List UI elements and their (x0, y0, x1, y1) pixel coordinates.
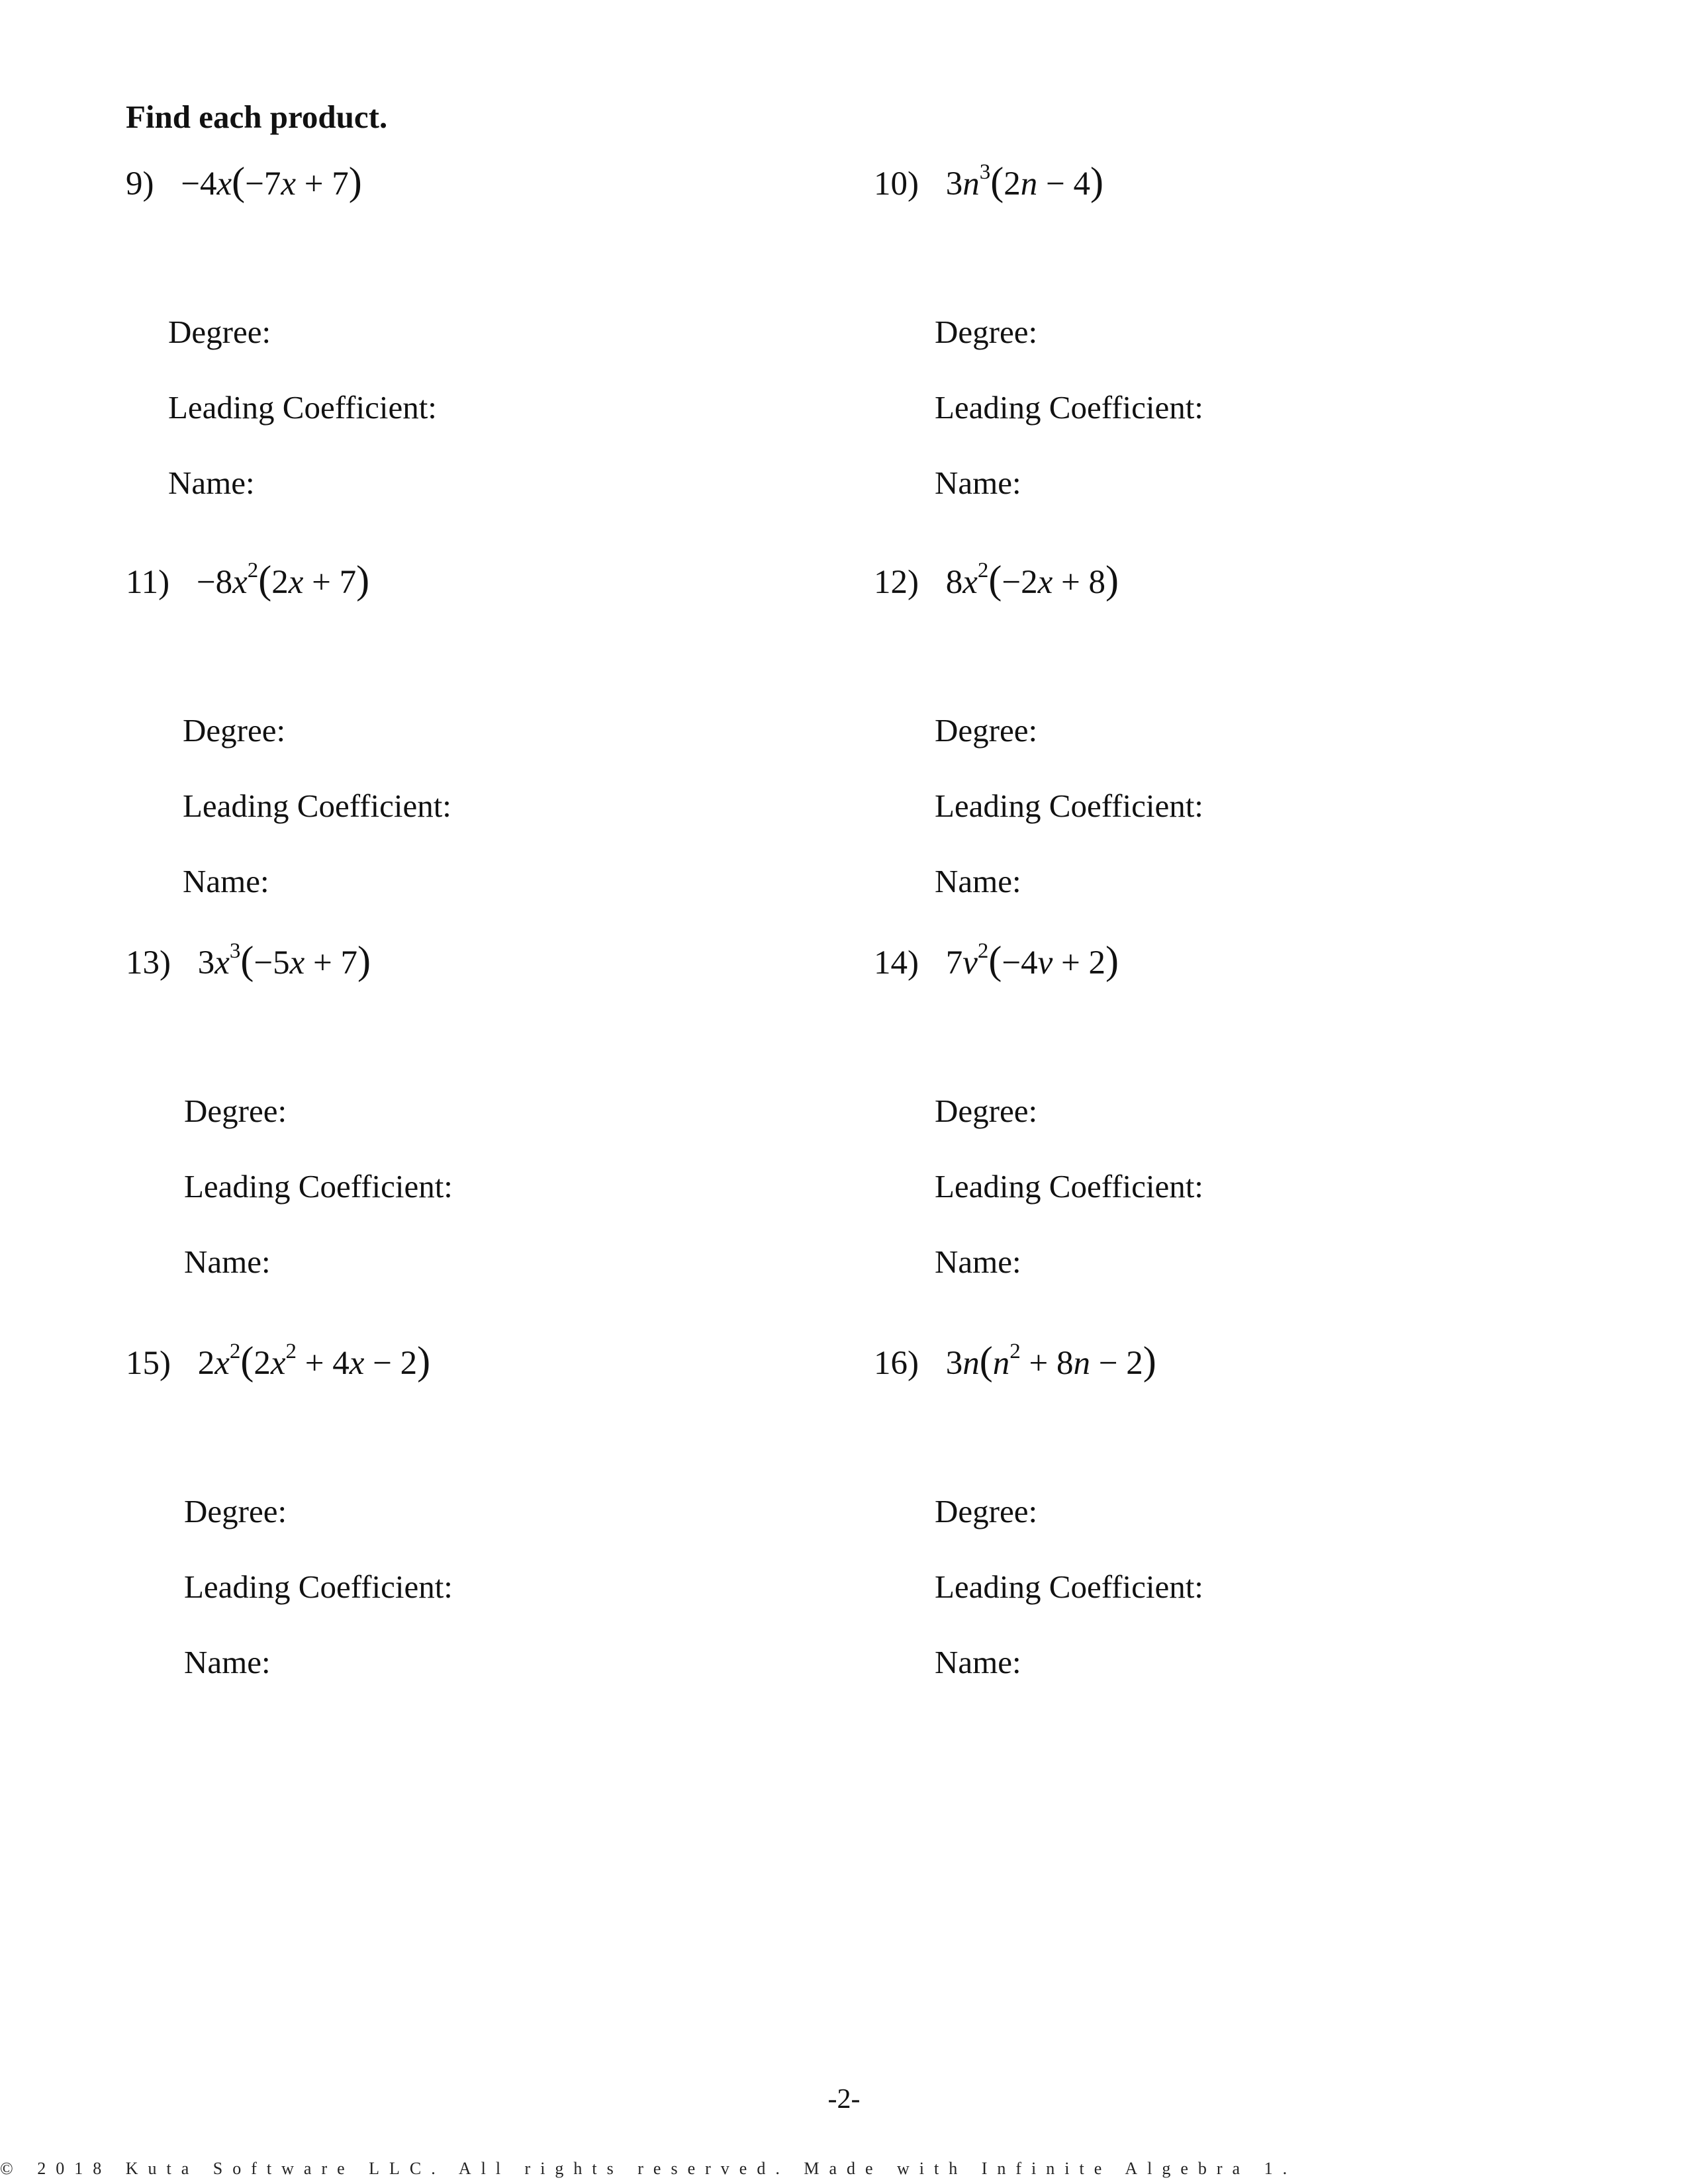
variable: x (214, 944, 230, 981)
term: −7 (245, 165, 281, 203)
exponent: 2 (1009, 1340, 1021, 1363)
leading-coefficient-label: Leading Coefficient: (168, 389, 437, 426)
variable: x (232, 564, 248, 601)
term: + 8 (1020, 1345, 1074, 1382)
term: 3 (197, 944, 215, 981)
problem-expression (945, 1339, 1156, 1383)
term: −8 (196, 564, 233, 601)
problem-expression (196, 558, 370, 602)
leading-coefficient-label: Leading Coefficient: (183, 788, 451, 824)
variable: v (962, 944, 978, 981)
degree-label: Degree: (935, 712, 1038, 749)
answer-labels (184, 1091, 453, 1318)
variable: n (1073, 1345, 1090, 1382)
answer-labels (935, 711, 1203, 937)
degree-label: Degree: (935, 1093, 1038, 1129)
problem-expression (945, 558, 1119, 602)
name-label: Name: (183, 863, 269, 899)
term: + 7 (303, 564, 357, 601)
term: + 4 (297, 1345, 350, 1382)
name-label: Name: (935, 863, 1021, 899)
leading-coefficient-label: Leading Coefficient: (935, 788, 1203, 824)
parenthesis: ) (1143, 1339, 1156, 1383)
term: 8 (945, 564, 963, 601)
parenthesis: ( (988, 938, 1002, 982)
copyright-footer: © 2018 Kuta Software LLC. All rights reserved. Made with Infinite Algebra 1. (0, 2159, 1297, 2178)
problem-11 (126, 558, 788, 933)
problem-12 (874, 558, 1536, 933)
parenthesis: ( (240, 1339, 254, 1383)
variable: n (1020, 165, 1038, 203)
problem-15 (126, 1339, 788, 1714)
variable: x (216, 165, 232, 203)
term: −5 (254, 944, 290, 981)
problem-expression (197, 1339, 431, 1383)
name-label: Name: (935, 465, 1021, 501)
parenthesis: ) (417, 1339, 431, 1383)
exponent: 3 (229, 939, 241, 963)
parenthesis: ) (1105, 558, 1119, 602)
degree-label: Degree: (183, 712, 286, 749)
problem-expression (945, 159, 1103, 204)
exponent: 2 (247, 559, 259, 582)
parenthesis: ( (979, 1339, 993, 1383)
term: 2 (271, 564, 289, 601)
problem-10 (874, 159, 1536, 535)
parenthesis: ( (240, 938, 254, 982)
problem-header (126, 1339, 431, 1383)
exponent: 2 (229, 1340, 241, 1363)
term: − 4 (1037, 165, 1090, 203)
term: − 2 (364, 1345, 418, 1382)
exponent: 2 (977, 939, 989, 963)
answer-labels (935, 1492, 1203, 1718)
variable: n (962, 165, 980, 203)
problem-header (874, 1339, 1156, 1383)
parenthesis: ) (348, 159, 362, 203)
degree-label: Degree: (168, 314, 271, 350)
name-label: Name: (184, 1244, 271, 1280)
variable: x (281, 165, 297, 203)
degree-label: Degree: (184, 1093, 287, 1129)
variable: x (1037, 564, 1053, 601)
variable: x (270, 1345, 286, 1382)
problem-number: 12) (874, 564, 919, 601)
variable: x (289, 944, 305, 981)
parenthesis: ) (1105, 938, 1119, 982)
term: −2 (1002, 564, 1038, 601)
name-label: Name: (168, 465, 255, 501)
variable: x (349, 1345, 365, 1382)
parenthesis: ) (356, 558, 370, 602)
term: 2 (197, 1345, 215, 1382)
leading-coefficient-label: Leading Coefficient: (935, 1569, 1203, 1605)
problem-header (126, 558, 370, 602)
term: 3 (945, 1345, 963, 1382)
problem-expression (181, 159, 362, 204)
term: 2 (1004, 165, 1021, 203)
problem-9 (126, 159, 788, 535)
exponent: 2 (977, 559, 989, 582)
term: + 8 (1053, 564, 1106, 601)
problem-expression (945, 938, 1119, 983)
exponent: 3 (979, 160, 991, 184)
variable: x (214, 1345, 230, 1382)
exponent: 2 (285, 1340, 297, 1363)
instructions-heading: Find each product. (126, 99, 388, 135)
problem-header (126, 938, 371, 983)
leading-coefficient-label: Leading Coefficient: (184, 1569, 453, 1605)
term: 7 (945, 944, 963, 981)
variable: n (992, 1345, 1010, 1382)
problem-header (874, 938, 1119, 983)
parenthesis: ( (988, 558, 1002, 602)
problem-number: 11) (126, 564, 170, 601)
variable: n (962, 1345, 980, 1382)
answer-labels (183, 711, 451, 937)
degree-label: Degree: (935, 314, 1038, 350)
term: + 7 (296, 165, 349, 203)
answer-labels (184, 1492, 453, 1718)
term: −4 (1002, 944, 1038, 981)
leading-coefficient-label: Leading Coefficient: (935, 1168, 1203, 1205)
parenthesis: ) (1090, 159, 1103, 203)
variable: v (1037, 944, 1053, 981)
parenthesis: ( (990, 159, 1004, 203)
term: 3 (945, 165, 963, 203)
problem-13 (126, 938, 788, 1314)
page-number: -2- (827, 2084, 861, 2115)
answer-labels (935, 1091, 1203, 1318)
problem-number: 15) (126, 1345, 171, 1382)
answer-labels (168, 312, 437, 539)
term: + 2 (1053, 944, 1106, 981)
problem-number: 9) (126, 165, 154, 203)
degree-label: Degree: (935, 1493, 1038, 1529)
problem-header (126, 159, 362, 204)
problem-number: 10) (874, 165, 919, 203)
problem-expression (197, 938, 371, 983)
answer-labels (935, 312, 1203, 539)
leading-coefficient-label: Leading Coefficient: (184, 1168, 453, 1205)
term: −4 (181, 165, 217, 203)
term: − 2 (1090, 1345, 1143, 1382)
name-label: Name: (935, 1644, 1021, 1680)
problem-number: 14) (874, 944, 919, 981)
problem-14 (874, 938, 1536, 1314)
variable: x (288, 564, 304, 601)
name-label: Name: (935, 1244, 1021, 1280)
degree-label: Degree: (184, 1493, 287, 1529)
parenthesis: ( (258, 558, 272, 602)
problem-16 (874, 1339, 1536, 1714)
problem-number: 13) (126, 944, 171, 981)
problem-number: 16) (874, 1345, 919, 1382)
term: + 7 (305, 944, 358, 981)
problem-header (874, 558, 1119, 602)
problem-header (874, 159, 1103, 204)
name-label: Name: (184, 1644, 271, 1680)
parenthesis: ) (357, 938, 371, 982)
term: 2 (254, 1345, 271, 1382)
parenthesis: ( (232, 159, 246, 203)
leading-coefficient-label: Leading Coefficient: (935, 389, 1203, 426)
variable: x (962, 564, 978, 601)
